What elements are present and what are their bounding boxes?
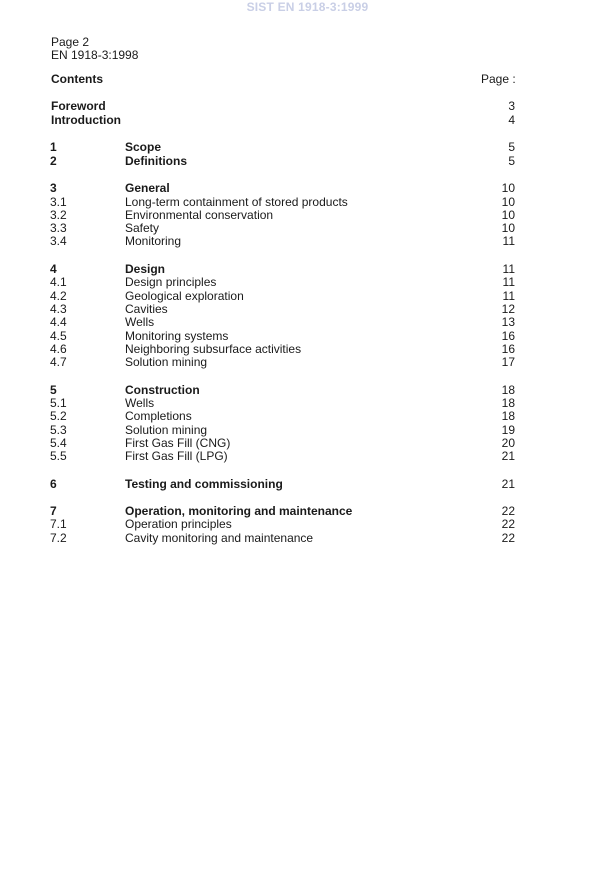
contents-heading: Contents	[51, 72, 103, 86]
toc-row	[0, 384, 615, 397]
toc-row	[0, 155, 615, 168]
toc-title: Wells	[125, 396, 155, 410]
toc-row	[0, 100, 615, 113]
toc-title: Operation, monitoring and maintenance	[125, 504, 353, 518]
toc-page: 16	[501, 342, 515, 356]
toc-title: Environmental conservation	[125, 208, 274, 222]
toc-title: Cavity monitoring and maintenance	[125, 531, 314, 545]
toc-title: Design principles	[125, 275, 217, 289]
toc-title: Long-term containment of stored products	[125, 195, 348, 209]
toc-number: 5	[50, 383, 57, 397]
toc-title: Design	[125, 262, 166, 276]
toc-row	[0, 222, 615, 235]
toc-title: Scope	[125, 140, 162, 154]
toc-row	[0, 505, 615, 518]
toc-row	[0, 209, 615, 222]
toc-title: Completions	[125, 409, 192, 423]
toc-page: 10	[501, 221, 515, 235]
toc-page: 21	[501, 477, 515, 491]
toc-number: 3.2	[50, 208, 67, 222]
toc-page: 19	[501, 423, 515, 437]
toc-number: 3.1	[50, 195, 67, 209]
toc-row	[0, 316, 615, 329]
toc-title: Solution mining	[125, 423, 208, 437]
toc-number: 2	[50, 154, 57, 168]
toc-title: Monitoring	[125, 234, 182, 248]
toc-number: 1	[50, 140, 57, 154]
toc-row	[0, 196, 615, 209]
toc-title: General	[125, 181, 170, 195]
toc-row	[0, 397, 615, 410]
toc-number: 4	[50, 262, 57, 276]
toc-page: 12	[501, 302, 515, 316]
toc-row	[0, 343, 615, 356]
toc-page: 21	[501, 449, 515, 463]
page-number: Page 2	[51, 35, 90, 49]
toc-row	[0, 235, 615, 248]
watermark: SIST EN 1918-3:1999	[246, 0, 369, 14]
toc-title: Introduction	[51, 113, 121, 127]
toc-number: 5.1	[50, 396, 67, 410]
toc-title: Wells	[125, 315, 155, 329]
page-column-label: Page :	[481, 72, 516, 86]
toc-number: 4.7	[50, 355, 67, 369]
toc-title: Definitions	[125, 154, 187, 168]
toc-title: Operation principles	[125, 517, 232, 531]
toc-page: 5	[508, 154, 515, 168]
toc-row	[0, 276, 615, 289]
toc-title: Testing and commissioning	[125, 477, 283, 491]
toc-number: 4.2	[50, 289, 67, 303]
toc-page: 18	[501, 383, 515, 397]
toc-page: 11	[502, 234, 515, 248]
toc-title: Cavities	[125, 302, 168, 316]
toc-page: 10	[501, 181, 515, 195]
toc-page: 10	[501, 195, 515, 209]
toc-page: 16	[501, 329, 515, 343]
toc-number: 5.3	[50, 423, 67, 437]
toc-title: Monitoring systems	[125, 329, 229, 343]
toc-number: 7.2	[50, 531, 67, 545]
toc-page: 17	[501, 355, 515, 369]
toc-row	[0, 437, 615, 450]
toc-page: 18	[501, 409, 515, 423]
toc-number: 4.5	[50, 329, 67, 343]
toc-page: 10	[501, 208, 515, 222]
toc-title: Foreword	[51, 99, 106, 113]
toc-row	[0, 410, 615, 423]
toc-page: 11	[502, 289, 515, 303]
toc-row	[0, 303, 615, 316]
toc-row	[0, 263, 615, 276]
toc-number: 4.6	[50, 342, 67, 356]
toc-page: 3	[508, 99, 515, 113]
toc-row	[0, 450, 615, 463]
toc-title: First Gas Fill (CNG)	[125, 436, 231, 450]
toc-page: 11	[502, 262, 515, 276]
toc-number: 7	[50, 504, 57, 518]
toc-page: 22	[501, 504, 515, 518]
toc-page: 13	[501, 315, 515, 329]
toc-row	[0, 532, 615, 545]
toc-row	[0, 356, 615, 369]
toc-number: 4.3	[50, 302, 67, 316]
toc-row	[0, 141, 615, 154]
toc-title: First Gas Fill (LPG)	[125, 449, 228, 463]
toc-page: 18	[501, 396, 515, 410]
toc-number: 3.4	[50, 234, 67, 248]
toc-row	[0, 518, 615, 531]
toc-page: 4	[508, 113, 515, 127]
toc-number: 6	[50, 477, 57, 491]
toc-row	[0, 290, 615, 303]
toc-title: Geological exploration	[125, 289, 244, 303]
toc-page: 11	[502, 275, 515, 289]
toc-title: Neighboring subsurface activities	[125, 342, 302, 356]
toc-title: Solution mining	[125, 355, 208, 369]
toc-row	[0, 182, 615, 195]
standard-id: EN 1918-3:1998	[51, 48, 139, 62]
toc-page: 20	[501, 436, 515, 450]
toc-page: 22	[501, 517, 515, 531]
toc-number: 7.1	[50, 517, 67, 531]
toc-row	[0, 114, 615, 127]
toc-page: 5	[508, 140, 515, 154]
toc-page: 22	[501, 531, 515, 545]
toc-number: 4.4	[50, 315, 67, 329]
toc-number: 5.4	[50, 436, 67, 450]
toc-row	[0, 424, 615, 437]
toc-number: 4.1	[50, 275, 67, 289]
toc-number: 3	[50, 181, 57, 195]
toc-row	[0, 330, 615, 343]
toc-number: 5.5	[50, 449, 67, 463]
toc-number: 5.2	[50, 409, 67, 423]
toc-number: 3.3	[50, 221, 67, 235]
toc-title: Safety	[125, 221, 160, 235]
toc-title: Construction	[125, 383, 200, 397]
toc-row	[0, 478, 615, 491]
